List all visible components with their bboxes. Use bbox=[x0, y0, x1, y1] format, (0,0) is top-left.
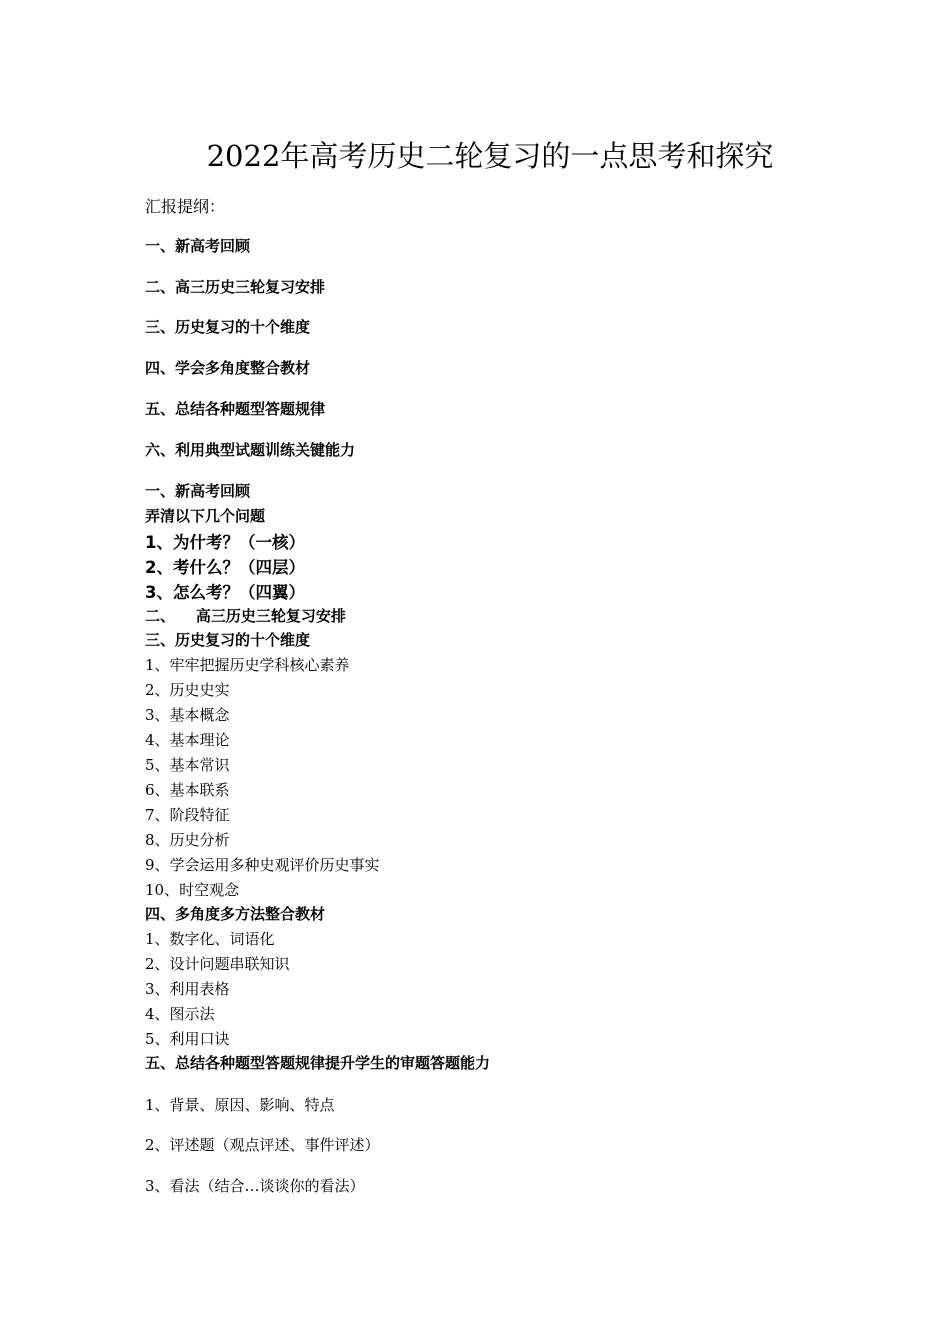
list-item: 3、看法（结合…谈谈你的看法） bbox=[145, 1177, 365, 1195]
question-item: 2、考什么？（四层） bbox=[145, 558, 305, 577]
document-title: 2022年高考历史二轮复习的一点思考和探究 bbox=[206, 139, 774, 173]
list-item: 2、设计问题串联知识 bbox=[145, 955, 290, 973]
section-heading: 二、 高三历史三轮复习安排 bbox=[145, 607, 346, 625]
list-item: 7、阶段特征 bbox=[145, 806, 230, 824]
section-heading: 四、多角度多方法整合教材 bbox=[145, 905, 326, 923]
list-item: 10、时空观念 bbox=[145, 881, 240, 899]
list-item: 1、数字化、词语化 bbox=[145, 930, 275, 948]
outline-item: 六、利用典型试题训练关键能力 bbox=[145, 441, 356, 459]
question-item: 3、怎么考？（四翼） bbox=[145, 583, 305, 602]
list-item: 2、历史史实 bbox=[145, 681, 230, 699]
list-item: 1、牢牢把握历史学科核心素养 bbox=[145, 656, 350, 674]
section-subheading: 弄清以下几个问题 bbox=[145, 507, 266, 525]
outline-item: 三、历史复习的十个维度 bbox=[145, 318, 311, 336]
list-item: 4、基本理论 bbox=[145, 731, 230, 749]
outline-item: 二、高三历史三轮复习安排 bbox=[145, 278, 326, 296]
question-item: 1、为什考？（一核） bbox=[145, 533, 305, 552]
list-item: 8、历史分析 bbox=[145, 831, 230, 849]
section-heading: 一、新高考回顾 bbox=[145, 482, 251, 500]
outline-item: 一、新高考回顾 bbox=[145, 237, 251, 255]
outline-heading: 汇报提纲： bbox=[145, 197, 226, 216]
list-item: 1、背景、原因、影响、特点 bbox=[145, 1096, 335, 1114]
section-heading: 三、历史复习的十个维度 bbox=[145, 631, 311, 649]
list-item: 5、基本常识 bbox=[145, 756, 230, 774]
list-item: 5、利用口诀 bbox=[145, 1030, 230, 1048]
list-item: 6、基本联系 bbox=[145, 781, 230, 799]
list-item: 4、图示法 bbox=[145, 1005, 215, 1023]
outline-item: 四、学会多角度整合教材 bbox=[145, 359, 311, 377]
list-item: 2、评述题（观点评述、事件评述） bbox=[145, 1136, 380, 1154]
list-item: 3、基本概念 bbox=[145, 706, 230, 724]
section-heading: 五、总结各种题型答题规律提升学生的审题答题能力 bbox=[145, 1054, 491, 1072]
list-item: 3、利用表格 bbox=[145, 980, 230, 998]
list-item: 9、学会运用多种史观评价历史事实 bbox=[145, 856, 380, 874]
outline-item: 五、总结各种题型答题规律 bbox=[145, 400, 326, 418]
